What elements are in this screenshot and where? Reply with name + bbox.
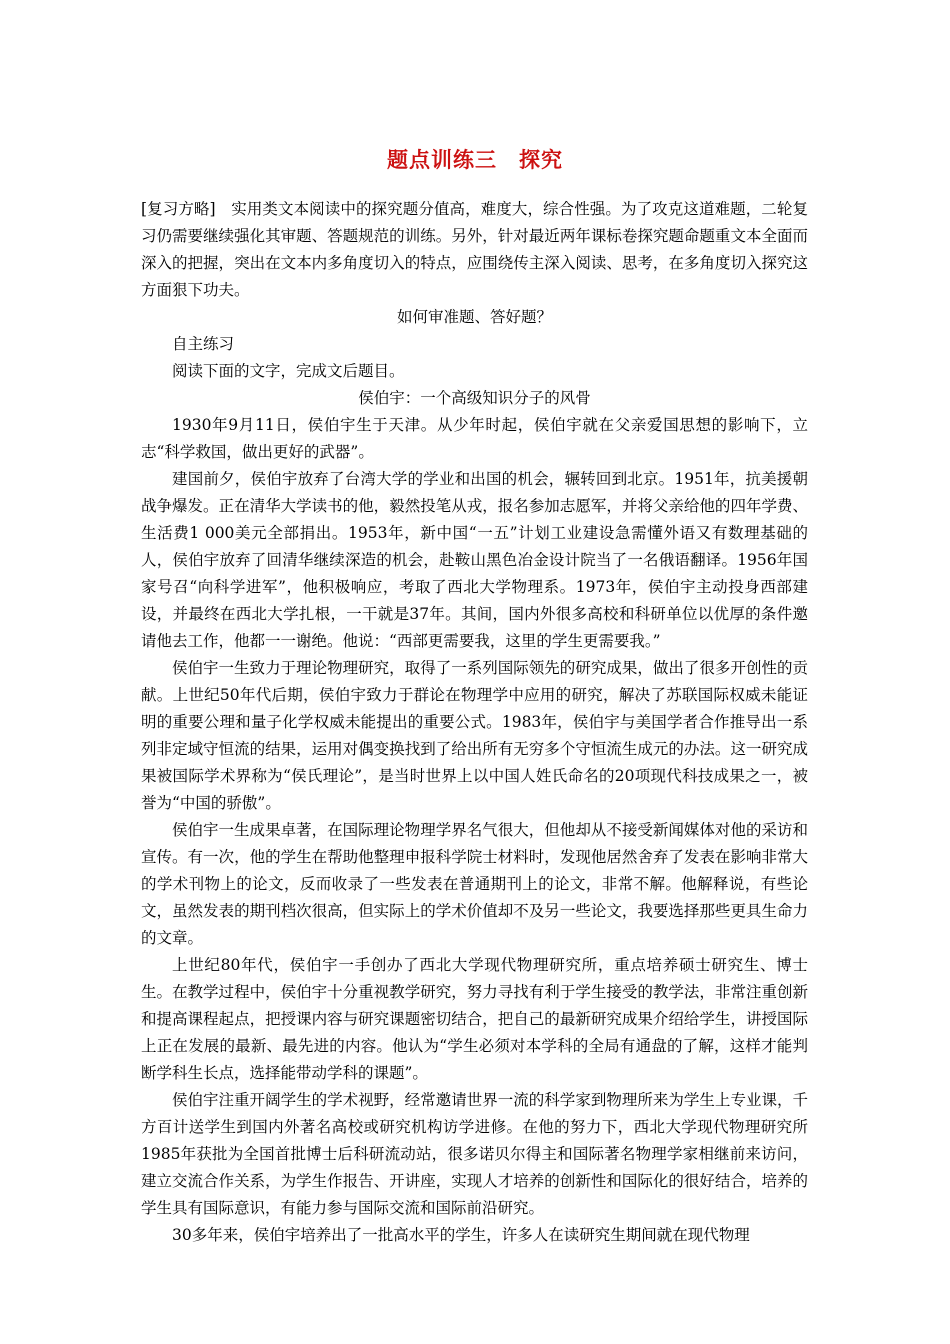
review-tag: [复习方略] [141,200,232,218]
review-text: 实用类文本阅读中的探究题分值高，难度大，综合性强。为了攻克这道难题，二轮复习仍需要继续强化其审题、答题规范的训练。另外，针对最近两年课标卷探究题命题重文本全面而深入的把握，突出在文本内多角度切入的特点，应围绕传主深入阅读、思考，在多角度切入探究这方面狠下功夫。 [141,200,808,299]
article-title: 侯伯宇：一个高级知识分子的风骨 [358,389,591,407]
instruction: 阅读下面的文字，完成文后题目。 [172,362,405,380]
article-paragraph: 上世纪80年代，侯伯宇一手创办了西北大学现代物理研究所，重点培养硕士研究生、博士生。在教学过程中，侯伯宇十分重视教学研究，努力寻找有利于学生接受的教学法，非常注重创新和提高课程起点，把授课内容与研究课题密切结合，把自己的最新研究成果介绍给学生，讲授国际上正在发展的最新、最先进的内容。他认为“学生必须对本学科的全局有通盘的了解，这样才能判断学科生长点，选择能带动学科的课题”。 [141,956,808,1082]
page-title: 题点训练三 探究 [387,148,563,172]
review-paragraph [141,196,808,304]
article-paragraph: 建国前夕，侯伯宇放弃了台湾大学的学业和出国的机会，辗转回到北京。1951年，抗美援朝战争爆发。正在清华大学读书的他，毅然投笔从戎，报名参加志愿军，并将父亲给他的四年学费、生活费1 000美元全部捐出。1953年，新中国“一五”计划工业建设急需懂外语又有数理基础的人，侯伯宇放弃了回清华继续深造的机会，赴鞍山黑色冶金设计院当了一名俄语翻译。1956年国家号召“向科学进军”，他积极响应，考取了西北大学物理系。1973年，侯伯宇主动投身西部建设，并最终在西北大学扎根，一干就是37年。其间，国内外很多高校和科研单位以优厚的条件邀请他去工作，他都一一谢绝。他说：“西部更需要我，这里的学生更需要我。” [141,470,808,650]
practice-label: 自主练习 [172,335,235,353]
document-body [141,196,808,1249]
article-paragraph: 30多年来，侯伯宇培养出了一批高水平的学生，许多人在读研究生期间就在现代物理 [172,1226,750,1244]
article-paragraph: 侯伯宇一生致力于理论物理研究，取得了一系列国际领先的研究成果，做出了很多开创性的贡献。上世纪50年代后期，侯伯宇致力于群论在物理学中应用的研究，解决了苏联国际权威未能证明的重要公理和量子化学权威未能提出的重要公式。1983年，侯伯宇与美国学者合作推导出一系列非定域守恒流的结果，运用对偶变换找到了给出所有无穷多个守恒流生成元的办法。这一研究成果被国际学术界称为“侯氏理论”，是当时世界上以中国人姓氏命名的20项现代科技成果之一，被誉为“中国的骄傲”。 [141,659,808,812]
subheading: 如何审准题、答好题？ [396,308,552,326]
article-paragraph: 1930年9月11日，侯伯宇生于天津。从少年时起，侯伯宇就在父亲爱国思想的影响下，立志“科学救国，做出更好的武器”。 [141,416,808,461]
article-paragraph: 侯伯宇一生成果卓著，在国际理论物理学界名气很大，但他却从不接受新闻媒体对他的采访和宣传。有一次，他的学生在帮助他整理申报科学院士材料时，发现他居然舍弃了发表在影响非常大的学术刊物上的论文，反而收录了一些发表在普通期刊上的论文，非常不解。他解释说，有些论文，虽然发表的期刊档次很高，但实际上的学术价值却不及另一些论文，我要选择那些更具生命力的文章。 [141,821,808,947]
article-paragraph: 侯伯宇注重开阔学生的学术视野，经常邀请世界一流的科学家到物理所来为学生上专业课，千方百计送学生到国内外著名高校或研究机构访学进修。在他的努力下，西北大学现代物理研究所1985年获批为全国首批博士后科研流动站，很多诺贝尔得主和国际著名物理学家相继前来访问，建立交流合作关系，为学生作报告、开讲座，实现人才培养的创新性和国际化的很好结合，培养的学生具有国际意识，有能力参与国际交流和国际前沿研究。 [141,1091,808,1217]
